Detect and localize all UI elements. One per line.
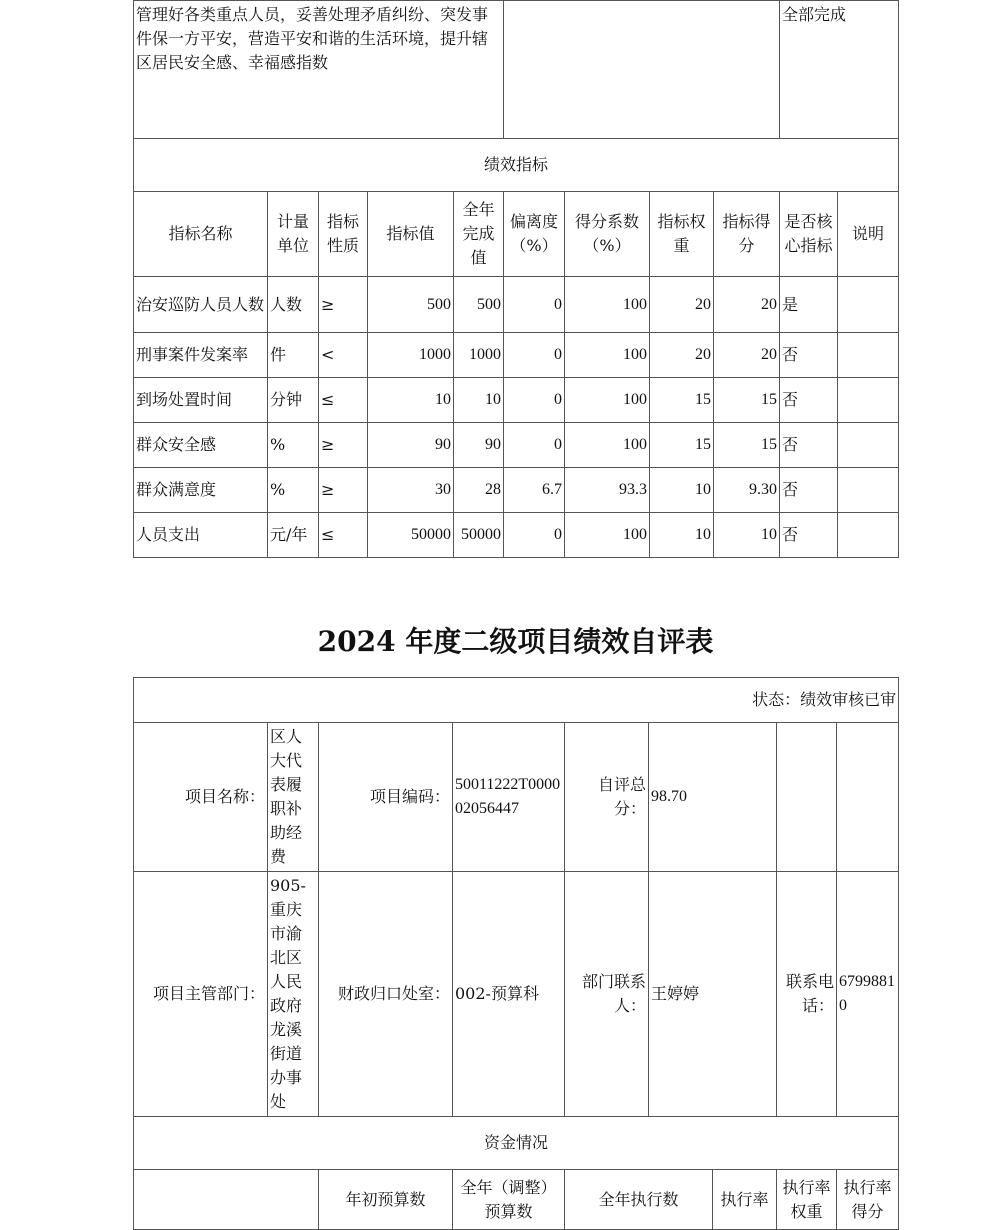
indicator-unit: 人数 xyxy=(268,277,319,333)
indicator-unit: % xyxy=(268,423,319,468)
header-cell: 指标名称 xyxy=(134,192,268,277)
indicator-score: 15 xyxy=(714,423,780,468)
header-cell: 说明 xyxy=(838,192,899,277)
indicator-actual: 28 xyxy=(454,468,504,513)
table-row xyxy=(134,468,899,513)
funds-header-cell: 执行率 xyxy=(713,1170,777,1230)
goal-blank xyxy=(504,1,780,139)
goal-text: 管理好各类重点人员，妥善处理矛盾纠纷、突发事件保一方平安，营造平安和谐的生活环境，提升辖区居民安全感、幸福感指数 xyxy=(134,1,504,139)
self-score: 98.70 xyxy=(649,723,777,872)
indicator-target: 10 xyxy=(368,378,454,423)
project-code-label: 项目编码： xyxy=(319,723,453,872)
indicator-score: 20 xyxy=(714,333,780,378)
header-cell: 指标得分 xyxy=(714,192,780,277)
indicator-nature: < xyxy=(319,333,368,378)
indicator-coef: 93.3 xyxy=(565,468,650,513)
table-row xyxy=(134,378,899,423)
goal-status: 全部完成 xyxy=(780,1,899,139)
indicator-weight: 15 xyxy=(650,423,714,468)
indicator-coef: 100 xyxy=(565,423,650,468)
indicator-deviation: 0 xyxy=(504,423,565,468)
indicator-core: 否 xyxy=(780,468,838,513)
indicator-coef: 100 xyxy=(565,513,650,558)
indicator-name: 刑事案件发案率 xyxy=(134,333,268,378)
indicator-target: 500 xyxy=(368,277,454,333)
finance-label: 财政归口处室： xyxy=(319,872,453,1117)
table-row xyxy=(134,333,899,378)
indicator-note xyxy=(838,333,899,378)
indicator-score: 15 xyxy=(714,378,780,423)
indicator-core: 否 xyxy=(780,378,838,423)
indicator-core: 是 xyxy=(780,277,838,333)
funds-header-cell: 执行率得分 xyxy=(837,1170,899,1230)
header-row xyxy=(134,192,899,277)
header-cell: 全年完成值 xyxy=(454,192,504,277)
indicator-name: 人员支出 xyxy=(134,513,268,558)
header-cell: 计量单位 xyxy=(268,192,319,277)
funds-header-row xyxy=(134,1170,899,1230)
indicator-name: 到场处置时间 xyxy=(134,378,268,423)
header-cell: 指标性质 xyxy=(319,192,368,277)
dept-name: 905-重庆市渝北区人民政府龙溪街道办事处 xyxy=(268,872,319,1117)
indicator-deviation: 0 xyxy=(504,378,565,423)
indicator-nature: ≤ xyxy=(319,378,368,423)
indicator-coef: 100 xyxy=(565,378,650,423)
contact-name: 王婷婷 xyxy=(649,872,777,1117)
indicator-name: 群众安全感 xyxy=(134,423,268,468)
dept-label: 项目主管部门： xyxy=(134,872,268,1117)
project-name-label: 项目名称： xyxy=(134,723,268,872)
indicator-unit: 分钟 xyxy=(268,378,319,423)
indicator-coef: 100 xyxy=(565,333,650,378)
indicator-target: 50000 xyxy=(368,513,454,558)
indicator-deviation: 0 xyxy=(504,277,565,333)
indicator-actual: 50000 xyxy=(454,513,504,558)
section-title: 绩效指标 xyxy=(134,139,899,192)
indicator-note xyxy=(838,513,899,558)
header-cell: 是否核心指标 xyxy=(780,192,838,277)
indicator-actual: 90 xyxy=(454,423,504,468)
table-row xyxy=(134,513,899,558)
indicator-weight: 10 xyxy=(650,513,714,558)
header-cell: 指标权重 xyxy=(650,192,714,277)
indicator-note xyxy=(838,277,899,333)
table-row xyxy=(134,277,899,333)
indicator-score: 10 xyxy=(714,513,780,558)
funds-title: 资金情况 xyxy=(134,1117,899,1170)
project-evaluation-table xyxy=(133,677,899,1230)
blank-cell xyxy=(777,723,837,872)
project-code: 50011222T000002056447 xyxy=(453,723,565,872)
funds-header-cell: 执行率权重 xyxy=(777,1170,837,1230)
indicator-nature: ≥ xyxy=(319,468,368,513)
indicator-weight: 20 xyxy=(650,333,714,378)
phone-label: 联系电话： xyxy=(777,872,837,1117)
indicator-target: 1000 xyxy=(368,333,454,378)
project-name: 区人大代表履职补助经费 xyxy=(268,723,319,872)
phone-number: 67998810 xyxy=(837,872,899,1117)
funds-header-cell: 全年执行数 xyxy=(565,1170,713,1230)
indicator-deviation: 0 xyxy=(504,513,565,558)
indicator-target: 90 xyxy=(368,423,454,468)
indicator-actual: 1000 xyxy=(454,333,504,378)
status-text: 状态：绩效审核已审 xyxy=(134,678,899,723)
indicator-name: 群众满意度 xyxy=(134,468,268,513)
funds-header-cell: 年初预算数 xyxy=(319,1170,453,1230)
indicator-nature: ≥ xyxy=(319,277,368,333)
indicator-coef: 100 xyxy=(565,277,650,333)
indicator-deviation: 6.7 xyxy=(504,468,565,513)
indicator-note xyxy=(838,468,899,513)
indicator-actual: 10 xyxy=(454,378,504,423)
header-cell: 指标值 xyxy=(368,192,454,277)
indicator-nature: ≤ xyxy=(319,513,368,558)
blank-cell xyxy=(837,723,899,872)
indicator-actual: 500 xyxy=(454,277,504,333)
indicator-core: 否 xyxy=(780,423,838,468)
indicator-nature: ≥ xyxy=(319,423,368,468)
performance-indicators-table xyxy=(133,0,899,558)
indicator-score: 9.30 xyxy=(714,468,780,513)
indicator-name: 治安巡防人员人数 xyxy=(134,277,268,333)
header-cell: 偏离度（%） xyxy=(504,192,565,277)
header-cell: 得分系数（%） xyxy=(565,192,650,277)
indicator-note xyxy=(838,378,899,423)
indicator-core: 否 xyxy=(780,333,838,378)
page-title: 2024 年度二级项目绩效自评表 xyxy=(317,625,714,658)
funds-header-cell: 全年（调整）预算数 xyxy=(453,1170,565,1230)
finance-dept: 002-预算科 xyxy=(453,872,565,1117)
contact-label: 部门联系人： xyxy=(565,872,649,1117)
indicator-unit: % xyxy=(268,468,319,513)
indicator-core: 否 xyxy=(780,513,838,558)
table-row xyxy=(134,423,899,468)
indicator-deviation: 0 xyxy=(504,333,565,378)
indicator-note xyxy=(838,423,899,468)
indicator-weight: 15 xyxy=(650,378,714,423)
blank-cell xyxy=(134,1170,319,1230)
indicator-unit: 件 xyxy=(268,333,319,378)
indicator-weight: 10 xyxy=(650,468,714,513)
indicator-target: 30 xyxy=(368,468,454,513)
self-score-label: 自评总分： xyxy=(565,723,649,872)
indicator-weight: 20 xyxy=(650,277,714,333)
indicator-score: 20 xyxy=(714,277,780,333)
indicator-unit: 元/年 xyxy=(268,513,319,558)
